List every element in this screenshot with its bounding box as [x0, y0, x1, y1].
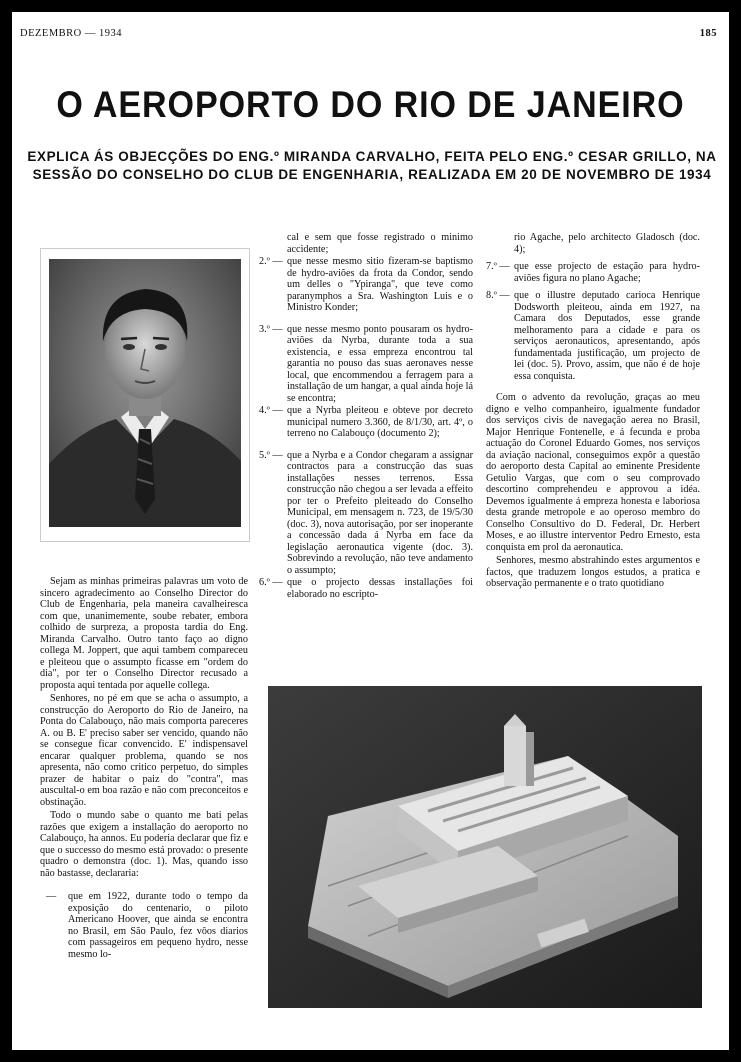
- item-number: 5.º —: [259, 449, 283, 461]
- list-item: [259, 405, 473, 440]
- list-item-text: que nesse mesmo ponto pousaram os hydro-aviões da Nyrba, durante toda a sua existencia, e essa empreza encontrou tal garantia no pouso das suas aeronaves nesse local, que encommendou a ferragem para a installação de um hangar, a qual ainda hoje lá se encontra;: [287, 323, 473, 404]
- list-item: [486, 232, 700, 255]
- paragraph: Sejam as minhas primeiras palavras um voto de sincero agradecimento ao Conselho Director do Club de Engenharia, pela maneira cavalheiresca com que, unanimemente, soube rebater, embora colhido de surpreza, a proposta tardia do Eng. Miranda Carvalho. Outro tanto faço ao digno collega M. Joppert, que aqui tambem compareceu e pleiteou que o assumpto ficasse em "ordem do dia", por ter o Conselho Director recusado a proposta aqui tentada por aquelle collega.: [40, 576, 248, 691]
- list-item-text: que a Nyrba e a Condor chegaram a assignar contractos para a construcção das suas installações nesses terrenos. Essa construcção não chegou a ser levada a effeito por ter o Prefeito pleiteado do Conselho Municipal, em mensagem n. 723, de 19/5/30 (doc. 3), nova autorisação, por ser inoperante a concessão dada á Nyrba em face da legislação aeronautica vigente (doc. 3). Sobrevindo a revolução, não teve andamento o assumpto;: [287, 449, 473, 576]
- list-item: [486, 261, 700, 284]
- list-item: [259, 256, 473, 314]
- list-item: [259, 232, 473, 255]
- item-number: 2.º —: [259, 256, 283, 267]
- list-item-text: que o illustre deputado carioca Henrique Dodsworth pleiteou, ainda em 1927, na Camara dos Deputados, esse grande melhoramento para a cidade e para os serviços aeronauticos, apresentando, após fundamentada justificação, um projecto de lei (doc. 5). Provo, assim, que não é de hoje essa conquista.: [514, 290, 700, 382]
- list-item-text: que o projecto dessas installações foi elaborado no escripto-: [287, 577, 473, 600]
- item-number: 6.º —: [259, 577, 283, 588]
- airport-model-illustration: [268, 686, 702, 1008]
- article-subtitle: EXPLICA ÁS OBJECÇÕES DO ENG.º MIRANDA CARVALHO, FEITA PELO ENG.º CESAR GRILLO, NA SESSÃO DO CONSELHO DO CLUB DE ENGENHARIA, REALIZADA EM 20 DE NOVEMBRO DE 1934: [27, 149, 717, 182]
- list-item: [259, 324, 473, 405]
- list-item: [486, 290, 700, 382]
- continuation-text: cal e sem que fosse registrado o minimo accidente;: [287, 232, 473, 255]
- portrait-illustration: [41, 249, 249, 541]
- list-item-text: que esse projecto de estação para hydro-aviões figura no plano Agache;: [514, 261, 700, 284]
- item-number: 3.º —: [259, 323, 283, 335]
- list-item-text: que a Nyrba pleiteou e obteve por decreto municipal numero 3.360, de 8/1/30, art. 4º, o terreno no Calabouço (documento 2);: [287, 405, 473, 439]
- dash-marker: —: [46, 891, 57, 902]
- paragraph: Todo o mundo sabe o quanto me bati pelas razões que exigem a installação do aeroporto no Calabouço, ha annos. Eu poderia declarar que fiz e que o successo do mesmo está provado: o presente quadro o demonstra (doc. 1). Mas, quando isso não bastasse, declararia:: [40, 810, 248, 879]
- paragraph: Com o advento da revolução, graças ao meu digno e velho companheiro, igualmente fundador dos serviços civis de navegação aerea no Brasil, Major Henrique Fontenelle, e á fecunda e proba actuação do Coronel Eduardo Gomes, nos serviços da aviação nacional, conseguimos expôr a questão do aeroporto desta Capital ao eminente Presidente Getulio Vargas, que com o seu comprovado descortino comprehendeu e approvou a idéa. Devemos igualmente á empreza honesta e laboriosa desta grande metropole e ao operoso membro do Conselho Consultivo do D. Federal, Dr. Herbert Moses, e ao illustre interventor Pedro Ernesto, esta conquista em prol da aeronautica.: [486, 392, 700, 553]
- list-item: [40, 891, 248, 960]
- list-item: [259, 577, 473, 600]
- list-item-text: que em 1922, durante todo o tempo da exposição do centenario, o piloto Americano Hoover, que ainda se encontra no Brasil, em São Paulo, fez vôos diarios com passageiros em pequeno hydro, nesse mesmo lo-: [68, 891, 248, 960]
- running-header-date: DEZEMBRO — 1934: [20, 28, 122, 39]
- list-item: [259, 450, 473, 577]
- item-number: 4.º —: [259, 405, 283, 416]
- article-column-3: [486, 232, 700, 592]
- author-portrait-photo: [40, 248, 250, 542]
- magazine-page: [12, 12, 729, 1050]
- article-column-1: [40, 576, 248, 960]
- paragraph: Senhores, no pé em que se acha o assumpto, a construcção do Aeroporto do Rio de Janeiro, na Ponta do Calabouço, não mais comporta pareceres A. ou B. E' preciso saber ser vencido, quando não se consegue ficar convencido. E' indispensavel encarar qualquer problema, quando se nos apresenta, não como critico perpetuo, do simples prazer de habitar o paiz do "contra", mas auscultal-o em boa razão e não com preconceitos e obstinação.: [40, 693, 248, 808]
- list-item-text: que nesse mesmo sitio fizeram-se baptismo de hydro-aviões da frota da Condor, sendo um delles o "Ypiranga", que teve como paranymphos a Sra. Washington Luis e o Ministro Konder;: [287, 256, 473, 313]
- paragraph: Senhores, mesmo abstrahindo estes argumentos e factos, que traduzem longos estudos, a pratica e observação permanente e o trato quotidiano: [486, 555, 700, 589]
- item-number: 7.º —: [486, 261, 510, 272]
- page-number: 185: [699, 28, 717, 39]
- article-column-2: [259, 232, 473, 601]
- article-title: O AEROPORTO DO RIO DE JANEIRO: [56, 84, 685, 125]
- airport-model-photo: [268, 686, 702, 1008]
- continuation-text: rio Agache, pelo architecto Gladosch (doc. 4);: [514, 232, 700, 255]
- item-number: 8.º —: [486, 290, 510, 301]
